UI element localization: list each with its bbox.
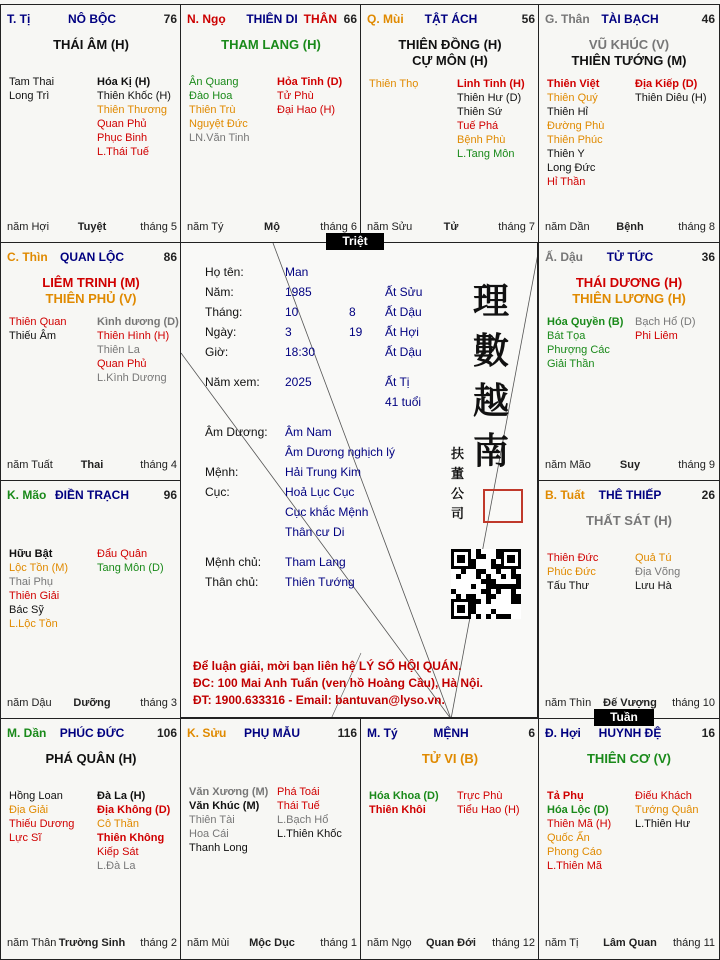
minor-star: Tử Phù xyxy=(277,90,314,102)
minor-star: Ân Quang xyxy=(189,76,239,88)
footer-stage: Mộ xyxy=(264,221,280,233)
palace-name: PHỤ MẪU xyxy=(244,726,300,740)
palace-header xyxy=(545,12,715,28)
value-ngay-canchi: Ất Hợi xyxy=(385,325,419,339)
stars-left xyxy=(547,789,611,873)
minor-star: L.Thiên Mã xyxy=(547,860,603,872)
palace-code: M. Tý xyxy=(367,726,398,740)
palace-thin xyxy=(0,242,182,482)
label-gio: Giờ: xyxy=(205,345,229,359)
label-thang: Tháng: xyxy=(205,305,243,319)
minor-star: Phục Binh xyxy=(97,132,148,144)
value-namxem: 2025 xyxy=(285,375,312,389)
palace-footer xyxy=(7,221,177,235)
value-namxem-canchi: Ất Tị xyxy=(385,375,410,389)
footer-year: năm Mùi xyxy=(187,937,230,949)
minor-star: L.Kình Dương xyxy=(97,372,167,384)
minor-star: Đào Hoa xyxy=(189,90,233,102)
contact-line-1: Để luận giải, mời bạn liên hệ LÝ SỐ HỘI QUÁN. xyxy=(193,659,462,673)
minor-star: Thiếu Âm xyxy=(9,330,57,342)
calligraphy-char-2: 數 xyxy=(473,330,510,372)
stars-left xyxy=(9,547,68,631)
minor-star: L.Bạch Hổ xyxy=(277,814,329,826)
footer-month: tháng 4 xyxy=(140,459,177,471)
minor-star: Địa Không (D) xyxy=(97,804,171,816)
minor-star: Linh Tinh (H) xyxy=(457,78,525,90)
value-menhchu: Tham Lang xyxy=(285,555,346,569)
palace-ngo xyxy=(180,4,362,244)
footer-year: năm Mão xyxy=(545,459,591,471)
value-nam-canchi: Ất Sửu xyxy=(385,285,423,299)
minor-star: Hỉ Thần xyxy=(547,176,586,188)
stars-right xyxy=(97,547,164,575)
palace-name: ĐIỀN TRẠCH xyxy=(55,488,129,502)
palace-dau xyxy=(538,242,720,482)
stars-left xyxy=(369,789,439,817)
minor-star: Quan Phủ xyxy=(97,358,147,370)
stars-left xyxy=(547,315,623,371)
palace-header xyxy=(187,726,357,742)
minor-star: Hữu Bật xyxy=(9,548,53,560)
label-nam: Năm: xyxy=(205,285,234,299)
stars-right xyxy=(635,789,699,831)
value-thang-duong: 8 xyxy=(349,305,356,319)
minor-star: Địa Võng xyxy=(635,566,681,578)
minor-star: Thai Phụ xyxy=(9,576,54,588)
stars-right xyxy=(635,77,707,105)
value-ngay-am: 3 xyxy=(285,325,292,339)
calligraphy-char-3: 越 xyxy=(473,380,510,422)
palace-number: 56 xyxy=(521,12,535,26)
stars-right xyxy=(277,75,342,117)
palace-number: 36 xyxy=(701,250,715,264)
palace-main-stars xyxy=(539,37,719,69)
small-calli-3: 公 xyxy=(451,487,465,502)
minor-star: Thiên Hỉ xyxy=(547,106,588,118)
minor-star: Đường Phù xyxy=(547,120,605,132)
footer-year: năm Tuất xyxy=(7,459,53,471)
palace-code: M. Dần xyxy=(7,726,47,740)
minor-star: L.Thiên Hư xyxy=(635,818,691,830)
minor-star: Quả Tú xyxy=(635,552,672,564)
footer-stage: Dưỡng xyxy=(73,697,111,709)
palace-main-stars xyxy=(181,37,361,53)
minor-star: Bác Sỹ xyxy=(9,604,44,616)
minor-star: Bạch Hổ (D) xyxy=(635,316,696,328)
palace-number: 26 xyxy=(701,488,715,502)
minor-star: Thiên Quan xyxy=(9,316,67,328)
minor-star: L.Đà La xyxy=(97,860,136,872)
minor-star: Thiên Mã (H) xyxy=(547,818,612,830)
stars-left xyxy=(9,315,66,343)
palace-name: MỆNH xyxy=(433,726,469,740)
minor-star: Thiên Phúc xyxy=(547,134,603,146)
palace-name: THIÊN DI xyxy=(246,12,298,26)
stars-right xyxy=(635,315,696,343)
palace-header xyxy=(187,12,357,28)
value-gio: 18:30 xyxy=(285,345,316,359)
stars-left xyxy=(189,785,268,855)
main-star: THAM LANG (H) xyxy=(221,37,321,52)
palace-footer xyxy=(367,937,535,951)
minor-star: Thiên Thọ xyxy=(369,78,419,90)
palace-number: 116 xyxy=(337,726,357,740)
minor-star: Văn Khúc (M) xyxy=(189,800,260,812)
label-namxem: Năm xem: xyxy=(205,375,260,389)
footer-month: tháng 6 xyxy=(320,221,357,233)
label-thanchu: Thân chủ: xyxy=(205,575,259,589)
palace-code: G. Thân xyxy=(545,12,590,26)
label-cuc: Cục: xyxy=(205,485,230,499)
footer-stage: Thai xyxy=(80,459,104,471)
main-star: THIÊN PHỦ (V) xyxy=(45,291,137,306)
minor-star: Thiên Diêu (H) xyxy=(635,92,707,104)
minor-star: Phá Toái xyxy=(277,786,320,798)
value-cuc: Hoả Lục Cục xyxy=(285,485,355,499)
value-hoten: Man xyxy=(285,265,309,279)
palace-name: TẬT ÁCH xyxy=(424,12,478,26)
palace-ty xyxy=(0,4,182,244)
palace-than xyxy=(538,4,720,244)
minor-star: Kình dương (D) xyxy=(97,316,179,328)
palace-code: T. Tị xyxy=(7,12,31,26)
minor-star: Tam Thai xyxy=(9,76,55,88)
palace-hoi xyxy=(538,718,720,960)
stars-right xyxy=(457,77,525,161)
triet-tag: Triệt xyxy=(326,233,384,250)
palace-code: Q. Mùi xyxy=(367,12,404,26)
palace-number: 86 xyxy=(163,250,177,264)
minor-star: Thiên Thương xyxy=(97,104,168,116)
footer-year: năm Thân xyxy=(7,937,57,949)
minor-star: Đẩu Quân xyxy=(97,548,148,560)
palace-footer xyxy=(7,459,177,473)
minor-star: Hồng Loan xyxy=(9,790,63,802)
stars-left xyxy=(369,77,418,91)
palace-number: 16 xyxy=(701,726,715,740)
minor-star: Thiên Việt xyxy=(547,78,600,90)
minor-star: Thiên Tài xyxy=(189,814,235,826)
tuan-tag: Tuần xyxy=(594,709,654,726)
minor-star: Quan Phủ xyxy=(97,118,147,130)
contact-line-3: ĐT: 1900.633316 - Email: bantuvan@lyso.vn. xyxy=(193,693,445,707)
minor-star: Thái Tuế xyxy=(277,800,320,812)
minor-star: Cô Thần xyxy=(97,818,139,830)
minor-star: Thiên Khôi xyxy=(369,804,426,816)
center-info-panel xyxy=(180,242,538,718)
main-star: TỬ VI (B) xyxy=(421,751,479,766)
palace-number: 76 xyxy=(163,12,177,26)
palace-code: K. Mão xyxy=(7,488,47,502)
palace-header xyxy=(367,12,535,28)
minor-star: Tiểu Hao (H) xyxy=(457,804,520,816)
palace-footer xyxy=(545,459,715,473)
footer-stage: Suy xyxy=(619,459,641,471)
footer-year: năm Thìn xyxy=(545,697,592,709)
palace-suu xyxy=(180,718,362,960)
qr-code-icon xyxy=(451,549,521,619)
minor-star: Tướng Quân xyxy=(635,804,699,816)
palace-tuat xyxy=(538,480,720,720)
palace-footer xyxy=(7,937,177,951)
minor-star: Thiên Giải xyxy=(9,590,60,602)
minor-star: Hóa Lộc (D) xyxy=(547,804,609,816)
minor-star: Long Trì xyxy=(9,90,50,102)
palace-ty2 xyxy=(360,718,540,960)
palace-name: QUAN LỘC xyxy=(60,250,124,264)
main-star: THÁI DƯƠNG (H) xyxy=(575,275,683,290)
palace-name: TỬ TỨC xyxy=(606,250,654,264)
minor-star: Tấu Thư xyxy=(547,580,590,592)
palace-name: HUYNH ĐỆ xyxy=(598,726,662,740)
palace-header xyxy=(7,488,177,504)
minor-star: Quốc Ấn xyxy=(547,832,590,844)
palace-code: B. Tuất xyxy=(545,488,585,502)
palace-footer xyxy=(367,221,535,235)
footer-month: tháng 12 xyxy=(492,937,535,949)
small-calli-2: 董 xyxy=(451,467,465,482)
palace-code: K. Sửu xyxy=(187,726,227,740)
value-amduong: Âm Nam xyxy=(285,425,332,439)
stars-left xyxy=(9,75,54,103)
minor-star: Địa Kiếp (D) xyxy=(635,78,698,90)
minor-star: Thiên Đức xyxy=(547,552,599,564)
minor-star: Đại Hao (H) xyxy=(277,104,336,116)
palace-number: 6 xyxy=(528,726,535,740)
main-star: THIÊN CƠ (V) xyxy=(586,751,672,766)
value-gio-canchi: Ất Dậu xyxy=(385,345,422,359)
palace-header xyxy=(367,726,535,742)
palace-main-stars xyxy=(1,751,181,767)
palace-code: C. Thìn xyxy=(7,250,48,264)
footer-year: năm Tý xyxy=(187,221,224,233)
small-calli-4: 司 xyxy=(451,507,465,522)
label-menh: Mệnh: xyxy=(205,465,239,479)
palace-name: THÊ THIẾP xyxy=(598,488,662,502)
footer-month: tháng 9 xyxy=(678,459,715,471)
palace-main-stars xyxy=(1,275,181,307)
footer-year: năm Dậu xyxy=(7,697,52,709)
minor-star: Kiếp Sát xyxy=(97,846,139,858)
palace-main-stars xyxy=(1,37,181,53)
palace-header xyxy=(545,726,715,742)
main-star: THIÊN TƯỚNG (M) xyxy=(571,53,687,68)
minor-star: Hóa Kị (H) xyxy=(97,76,151,88)
palace-code: Đ. Hợi xyxy=(545,726,581,740)
palace-footer xyxy=(545,937,715,951)
palace-main-stars xyxy=(539,513,719,529)
palace-number: 66 xyxy=(343,12,357,26)
minor-star: L.Lộc Tồn xyxy=(9,618,58,630)
label-ngay: Ngày: xyxy=(205,325,237,339)
label-menhchu: Mệnh chủ: xyxy=(205,555,262,569)
calligraphy-char-4: 南 xyxy=(473,430,510,472)
palace-dan xyxy=(0,718,182,960)
footer-stage: Lâm Quan xyxy=(603,937,657,949)
minor-star: Tả Phụ xyxy=(547,790,584,802)
footer-stage: Mộc Dục xyxy=(249,937,295,949)
minor-star: Phượng Các xyxy=(547,344,610,356)
minor-star: Tuế Phá xyxy=(457,120,499,132)
palace-than: THÂN xyxy=(303,12,337,26)
footer-year: năm Sửu xyxy=(367,221,413,233)
value-tuoi: 41 tuổi xyxy=(385,395,422,409)
minor-star: Nguyệt Đức xyxy=(189,118,248,130)
stars-right xyxy=(97,789,170,873)
palace-main-stars xyxy=(539,275,719,307)
footer-stage: Bệnh xyxy=(616,221,644,233)
minor-star: Địa Giải xyxy=(9,804,49,816)
footer-stage: Đế Vượng xyxy=(603,697,657,709)
main-star: VŨ KHÚC (V) xyxy=(588,37,670,52)
stars-left xyxy=(9,789,74,845)
palace-footer xyxy=(545,221,715,235)
contact-line-2: ĐC: 100 Mai Anh Tuấn (ven hồ Hoàng Cầu), Hà Nội. xyxy=(193,676,484,690)
main-star: THẤT SÁT (H) xyxy=(586,513,672,528)
palace-footer xyxy=(187,937,357,951)
footer-month: tháng 10 xyxy=(672,697,715,709)
palace-code: Ấ. Dậu xyxy=(545,250,584,264)
minor-star: Bát Tọa xyxy=(547,330,586,342)
value-nam: 1985 xyxy=(285,285,312,299)
palace-header xyxy=(545,488,715,504)
palace-number: 106 xyxy=(156,726,177,740)
footer-stage: Trường Sinh xyxy=(58,937,126,949)
palace-number: 96 xyxy=(163,488,177,502)
value-thang-canchi: Ất Dậu xyxy=(385,305,422,319)
footer-month: tháng 8 xyxy=(678,221,715,233)
stars-right xyxy=(97,75,171,159)
palace-name: TÀI BẠCH xyxy=(601,12,659,26)
minor-star: Văn Xương (M) xyxy=(189,786,269,798)
stars-left xyxy=(547,551,598,593)
minor-star: Trực Phù xyxy=(457,790,503,802)
minor-star: L.Thái Tuế xyxy=(97,146,149,158)
minor-star: Hóa Quyền (B) xyxy=(547,316,624,328)
minor-star: Phi Liêm xyxy=(635,330,678,342)
palace-mui xyxy=(360,4,540,244)
minor-star: Thiếu Dương xyxy=(9,818,75,830)
footer-month: tháng 7 xyxy=(498,221,535,233)
value-ngay-duong: 19 xyxy=(349,325,363,339)
footer-month: tháng 3 xyxy=(140,697,177,709)
value-cuc-3: Thân cư Di xyxy=(285,525,345,539)
stars-left xyxy=(189,75,250,145)
minor-star: Hỏa Tinh (D) xyxy=(277,76,343,88)
minor-star: Thiên La xyxy=(97,344,140,356)
footer-year: năm Tị xyxy=(545,937,579,949)
value-thang-am: 10 xyxy=(285,305,299,319)
palace-header xyxy=(7,726,177,742)
palace-main-stars xyxy=(361,751,539,767)
minor-star: Long Đức xyxy=(547,162,596,174)
footer-stage: Quan Đới xyxy=(426,937,476,949)
minor-star: Thiên Không xyxy=(97,832,165,844)
minor-star: Lộc Tồn (M) xyxy=(9,562,69,574)
stars-right xyxy=(277,785,342,841)
value-amduong-2: Âm Dương nghịch lý xyxy=(285,445,395,459)
footer-month: tháng 1 xyxy=(320,937,357,949)
minor-star: Lực Sĩ xyxy=(9,832,42,844)
palace-main-stars xyxy=(361,37,539,69)
value-thanchu: Thiên Tướng xyxy=(285,575,355,589)
main-star: THÁI ÂM (H) xyxy=(53,37,129,52)
small-calli-1: 扶 xyxy=(451,447,465,462)
footer-month: tháng 11 xyxy=(672,937,715,949)
minor-star: Hóa Khoa (D) xyxy=(369,790,439,802)
footer-year: năm Hợi xyxy=(7,221,50,233)
palace-footer xyxy=(7,697,177,711)
minor-star: Hoa Cái xyxy=(189,828,229,840)
minor-star: Thanh Long xyxy=(189,842,248,854)
main-star: LIÊM TRINH (M) xyxy=(42,275,140,290)
minor-star: Phong Cáo xyxy=(547,846,603,858)
label-hoten: Họ tên: xyxy=(205,265,244,279)
stars-right xyxy=(97,315,179,385)
palace-name: PHÚC ĐỨC xyxy=(59,726,125,740)
stars-left xyxy=(547,77,604,189)
palace-code: N. Ngọ xyxy=(187,12,226,26)
palace-name: NÔ BỘC xyxy=(68,12,116,26)
palace-header xyxy=(7,12,177,28)
minor-star: Thiên Sứ xyxy=(457,106,503,118)
main-star: THIÊN LƯƠNG (H) xyxy=(572,291,686,306)
palace-header xyxy=(7,250,177,266)
minor-star: L.Tang Môn xyxy=(457,148,515,160)
palace-number: 46 xyxy=(701,12,715,26)
footer-year: năm Dần xyxy=(545,221,590,233)
footer-month: tháng 2 xyxy=(140,937,177,949)
main-star: CỰ MÔN (H) xyxy=(412,53,488,68)
minor-star: LN.Văn Tinh xyxy=(189,132,250,144)
palace-main-stars xyxy=(539,751,719,767)
main-star: THIÊN ĐỒNG (H) xyxy=(398,37,502,52)
minor-star: Thiên Trù xyxy=(189,104,236,116)
footer-stage: Tử xyxy=(443,221,459,233)
minor-star: L.Thiên Khốc xyxy=(277,828,342,840)
footer-month: tháng 5 xyxy=(140,221,177,233)
label-amduong: Âm Dương: xyxy=(205,425,268,439)
value-menh: Hải Trung Kim xyxy=(285,465,362,479)
stars-right xyxy=(457,789,520,817)
minor-star: Thiên Y xyxy=(547,148,585,160)
calligraphy-char-1: 理 xyxy=(473,280,510,322)
value-cuc-2: Cục khắc Mệnh xyxy=(285,505,369,519)
minor-star: Thiên Hư (D) xyxy=(457,92,522,104)
footer-year: năm Ngọ xyxy=(367,937,412,949)
minor-star: Thiên Hình (H) xyxy=(97,330,170,342)
palace-mao xyxy=(0,480,182,720)
palace-header xyxy=(545,250,715,266)
main-star: PHÁ QUÂN (H) xyxy=(45,751,137,766)
footer-stage: Tuyệt xyxy=(77,221,107,233)
minor-star: Bệnh Phù xyxy=(457,134,506,146)
minor-star: Lưu Hà xyxy=(635,580,672,592)
red-seal-icon xyxy=(483,489,523,523)
minor-star: Giải Thần xyxy=(547,358,595,370)
minor-star: Điếu Khách xyxy=(635,790,692,802)
stars-right xyxy=(635,551,680,593)
minor-star: Thiên Khốc (H) xyxy=(97,90,171,102)
minor-star: Đà La (H) xyxy=(97,790,146,802)
minor-star: Tang Môn (D) xyxy=(97,562,164,574)
minor-star: Phúc Đức xyxy=(547,566,596,578)
minor-star: Thiên Quý xyxy=(547,92,598,104)
